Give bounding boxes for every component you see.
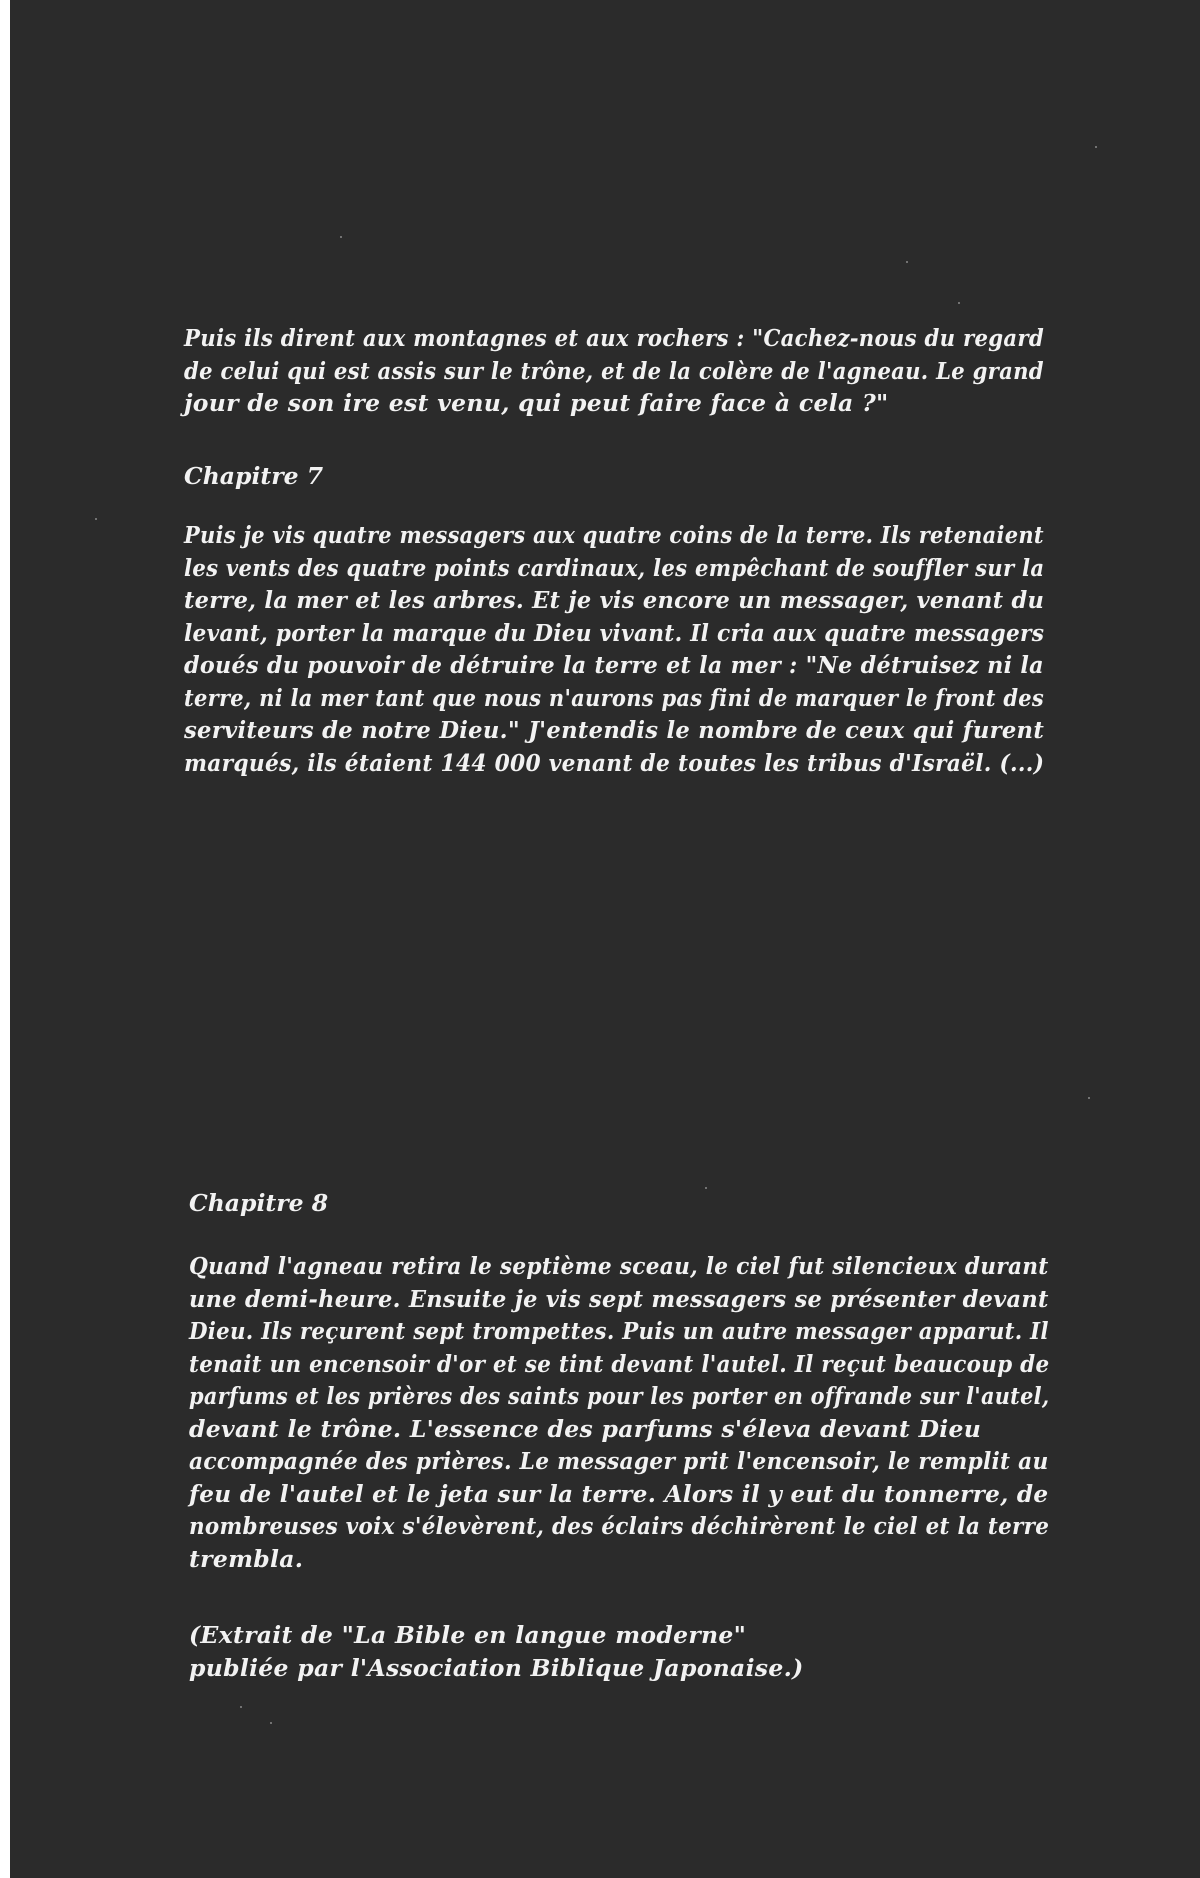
text-line: devant le trône. L'essence des parfums s'éleva devant Dieu <box>189 1414 982 1443</box>
dust-speck <box>1088 1097 1090 1099</box>
page-left-margin <box>0 0 10 1878</box>
text-line: terre, ni la mer tant que nous n'aurons pas fini de marquer le front des <box>184 683 1045 712</box>
text-line: Dieu. Ils reçurent sept trompettes. Puis un autre messager apparut. Il <box>189 1317 1049 1345</box>
dust-speck <box>705 1187 707 1189</box>
text-line: publiée par l'Association Biblique Japonaise.) <box>189 1653 804 1682</box>
chapter-7-paragraph <box>184 519 1044 779</box>
text-line: Puis ils dirent aux montagnes et aux rochers : "Cachez-nous du regard <box>184 324 1044 352</box>
dust-speck <box>270 1722 272 1724</box>
text-line: nombreuses voix s'élevèrent, des éclairs déchirèrent le ciel et la terre <box>189 1512 1050 1540</box>
text-line: (Extrait de "La Bible en langue moderne" <box>189 1621 747 1649</box>
dust-speck <box>1095 146 1097 148</box>
text-line: trembla. <box>189 1544 304 1573</box>
text-line: accompagnée des prières. Le messager prit l'encensoir, le remplit au <box>189 1447 1049 1475</box>
text-line: les vents des quatre points cardinaux, les empêchant de souffler sur la <box>184 553 1045 582</box>
text-line: jour de son ire est venu, qui peut faire face à cela ?" <box>184 389 889 417</box>
chapter-8-paragraph <box>189 1250 1049 1575</box>
text-line: parfums et les prières des saints pour les porter en offrande sur l'autel, <box>189 1382 1050 1410</box>
text-line: marqués, ils étaient 144 000 venant de toutes les tribus d'Israël. (...) <box>184 748 1045 777</box>
text-line: doués du pouvoir de détruire la terre et la mer : "Ne détruisez ni la <box>184 651 1044 679</box>
text-line: une demi-heure. Ensuite je vis sept messagers se présenter devant <box>189 1284 1049 1313</box>
passage-chapter-6-end <box>184 322 1044 420</box>
dust-speck <box>240 1706 242 1708</box>
text-line: Quand l'agneau retira le septième sceau, le ciel fut silencieux durant <box>189 1252 1049 1280</box>
text-line: de celui qui est assis sur le trône, et de la colère de l'agneau. Le grand <box>184 356 1044 385</box>
dust-speck <box>340 236 342 238</box>
text-line: serviteurs de notre Dieu." J'entendis le nombre de ceux qui furent <box>184 716 1045 744</box>
text-line: Puis je vis quatre messagers aux quatre coins de la terre. Ils retenaient <box>184 521 1044 549</box>
dust-speck <box>958 302 960 304</box>
dust-speck <box>95 518 97 520</box>
chapter-7-heading: Chapitre 7 <box>184 462 324 490</box>
chapter-8-heading: Chapitre 8 <box>189 1189 329 1217</box>
text-line: tenait un encensoir d'or et se tint devant l'autel. Il reçut beaucoup de <box>189 1349 1050 1378</box>
dust-speck <box>906 261 908 263</box>
text-line: levant, porter la marque du Dieu vivant. Il cria aux quatre messagers <box>184 618 1045 647</box>
text-line: terre, la mer et les arbres. Et je vis encore un messager, venant du <box>184 586 1045 614</box>
source-credit <box>189 1619 1049 1684</box>
text-line: feu de l'autel et le jeta sur la terre. Alors il y eut du tonnerre, de <box>189 1479 1049 1508</box>
manga-page <box>10 0 1200 1878</box>
